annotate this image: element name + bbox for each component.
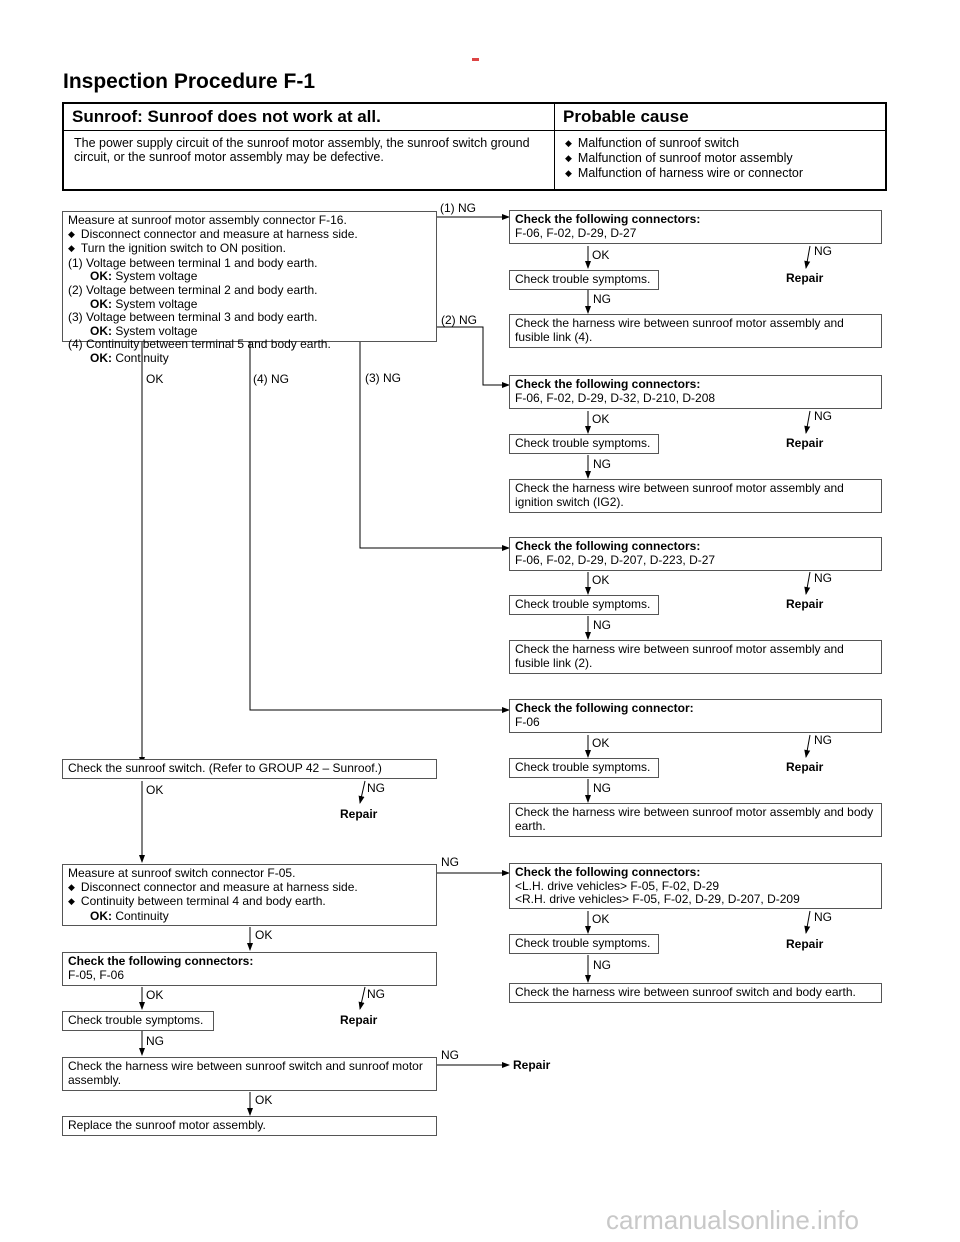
arrow-ng4 bbox=[250, 342, 509, 710]
label-ok: OK bbox=[592, 736, 610, 750]
branch4-symptoms: Check trouble symptoms. bbox=[509, 758, 659, 778]
measure-line: ◆ Turn the ignition switch to ON position. bbox=[68, 242, 431, 257]
measure-line: (1) Voltage between terminal 1 and body earth. bbox=[68, 255, 318, 270]
measure-line: (3) Voltage between terminal 3 and body earth. bbox=[68, 310, 318, 325]
repair-label: Repair bbox=[786, 597, 824, 611]
label-ng3: (3) NG bbox=[365, 371, 401, 385]
repair-label: Repair bbox=[786, 271, 824, 285]
repair-label: Repair bbox=[340, 1013, 378, 1027]
symptom-description: The power supply circuit of the sunroof motor assembly, the sunroof switch ground circuit, or the sunroof motor assembly may be defective. bbox=[63, 131, 555, 191]
page-title: Inspection Procedure F-1 bbox=[63, 70, 316, 93]
label-ng: NG bbox=[441, 855, 459, 869]
branch1-connectors: Check the following connectors: F-06, F-02, D-29, D-27 bbox=[509, 210, 882, 244]
label-ng: NG bbox=[593, 618, 611, 632]
branch4-connector: Check the following connector: F-06 bbox=[509, 699, 882, 733]
label-ng4: (4) NG bbox=[253, 372, 289, 386]
branch5-harness: Check the harness wire between sunroof switch and body earth. bbox=[509, 983, 882, 1003]
replace-box: Replace the sunroof motor assembly. bbox=[62, 1116, 437, 1136]
repair-label: Repair bbox=[340, 807, 378, 821]
branch4-harness: Check the harness wire between sunroof motor assembly and body earth. bbox=[509, 803, 882, 837]
label-ng: NG bbox=[814, 910, 832, 924]
label-ok: OK bbox=[592, 573, 610, 587]
branch2-harness: Check the harness wire between sunroof motor assembly and ignition switch (IG2). bbox=[509, 479, 882, 513]
cause-item: ◆ Malfunction of sunroof motor assembly bbox=[565, 151, 875, 166]
label-ng2: (2) NG bbox=[441, 313, 477, 327]
branch1-symptoms: Check trouble symptoms. bbox=[509, 270, 659, 290]
label-ng: NG bbox=[367, 781, 385, 795]
branch5-symptoms: Check trouble symptoms. bbox=[509, 934, 659, 954]
cause-header: Probable cause bbox=[555, 103, 887, 131]
label-ng: NG bbox=[441, 1048, 459, 1062]
branch3-symptoms: Check trouble symptoms. bbox=[509, 595, 659, 615]
switch-measure-box: Measure at sunroof switch connector F-05. ◆ Disconnect connector and measure at harness side. ◆ Continuity between terminal 4 and body earth. OK: Continuity bbox=[62, 864, 437, 926]
label-ok: OK bbox=[592, 912, 610, 926]
label-ok: OK bbox=[146, 783, 164, 797]
repair-label: Repair bbox=[786, 937, 824, 951]
measure-line: ◆ Disconnect connector and measure at harness side. bbox=[68, 228, 431, 243]
label-ok: OK bbox=[146, 988, 164, 1002]
left-connectors-box: Check the following connectors: F-05, F-06 bbox=[62, 952, 437, 986]
label-ng: NG bbox=[593, 292, 611, 306]
branch3-connectors: Check the following connectors: F-06, F-02, D-29, D-207, D-223, D-27 bbox=[509, 537, 882, 571]
repair-label: Repair bbox=[513, 1058, 551, 1072]
label-ng: NG bbox=[146, 1034, 164, 1048]
label-ng: NG bbox=[814, 733, 832, 747]
measure-line: Measure at sunroof motor assembly connector F-16. bbox=[68, 213, 347, 227]
cause-item: ◆ Malfunction of sunroof switch bbox=[565, 136, 875, 151]
label-ng: NG bbox=[814, 571, 832, 585]
branch2-symptoms: Check trouble symptoms. bbox=[509, 434, 659, 454]
repair-label: Repair bbox=[786, 436, 824, 450]
cause-item: ◆ Malfunction of harness wire or connector bbox=[565, 166, 875, 181]
arrow-ng2 bbox=[437, 327, 509, 385]
label-ng1: (1) NG bbox=[440, 201, 476, 215]
branch2-connectors: Check the following connectors: F-06, F-02, D-29, D-32, D-210, D-208 bbox=[509, 375, 882, 409]
branch5-connectors: Check the following connectors: <L.H. drive vehicles> F-05, F-02, D-29 <R.H. drive vehicles> F-05, F-02, D-29, D-207, D-209 bbox=[509, 863, 882, 909]
branch3-harness: Check the harness wire between sunroof motor assembly and fusible link (2). bbox=[509, 640, 882, 674]
repair-label: Repair bbox=[786, 760, 824, 774]
label-ok: OK bbox=[255, 928, 273, 942]
switch-check-box: Check the sunroof switch. (Refer to GROUP 42 – Sunroof.) bbox=[62, 759, 437, 779]
measure-line: (2) Voltage between terminal 2 and body earth. bbox=[68, 282, 318, 297]
label-ok: OK bbox=[255, 1093, 273, 1107]
label-ng: NG bbox=[593, 781, 611, 795]
measure-line: (4) Continuity between terminal 5 and body earth. bbox=[68, 337, 331, 352]
label-ng: NG bbox=[593, 958, 611, 972]
label-ng: NG bbox=[814, 244, 832, 258]
symptom-header: Sunroof: Sunroof does not work at all. bbox=[63, 103, 555, 131]
label-ng: NG bbox=[367, 987, 385, 1001]
main-measure-box: Measure at sunroof motor assembly connector F-16. ◆ Disconnect connector and measure at harness side. ◆ Turn the ignition switch to ON position. (1) Voltage between terminal 1 and body earth. OK: System voltage (2) Voltage between terminal 2 and body earth. OK: System voltage (3) Voltage between terminal 3 and body earth. OK: System voltage (4) Continuity between terminal 5 and body earth. OK: Continuity bbox=[62, 211, 437, 342]
watermark-text: carmanualsonline.info bbox=[606, 1205, 859, 1235]
final-harness-box: Check the harness wire between sunroof switch and sunroof motor assembly. bbox=[62, 1057, 437, 1091]
label-ng: NG bbox=[814, 409, 832, 423]
branch1-harness: Check the harness wire between sunroof motor assembly and fusible link (4). bbox=[509, 314, 882, 348]
left-symptoms-box: Check trouble symptoms. bbox=[62, 1011, 214, 1031]
label-ng: NG bbox=[593, 457, 611, 471]
label-ok: OK bbox=[592, 412, 610, 426]
label-ok: OK bbox=[146, 372, 164, 386]
label-ok: OK bbox=[592, 248, 610, 262]
